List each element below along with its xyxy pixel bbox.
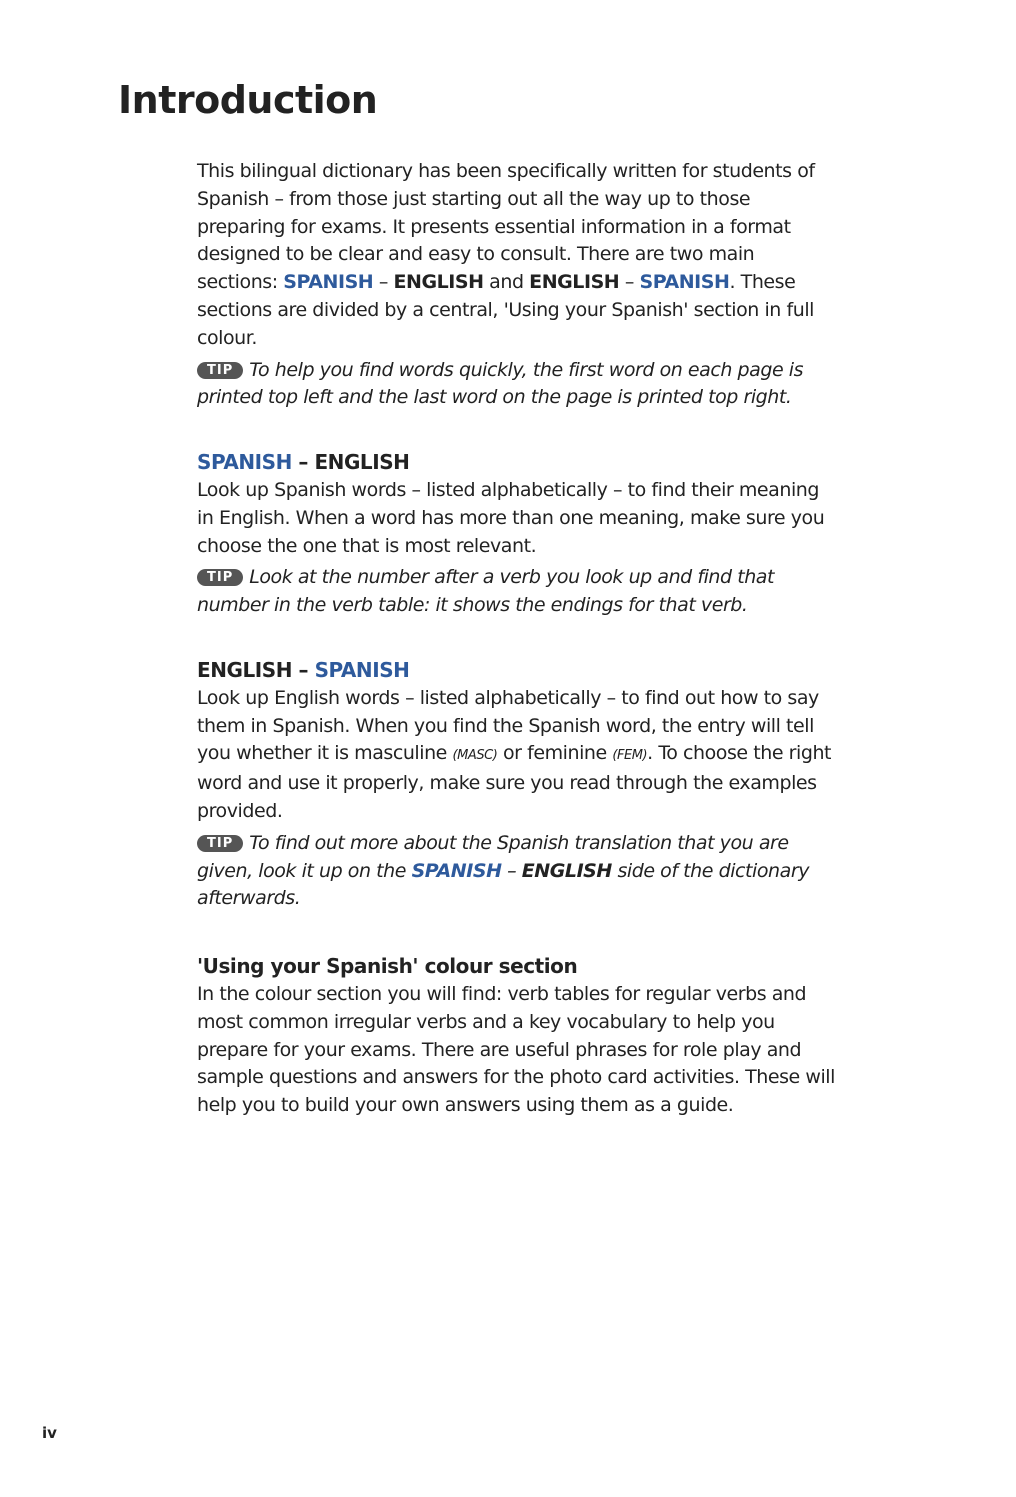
spanish-english-tip xyxy=(197,564,837,620)
english-spanish-body-3: . To choose the right word and use it properly, make sure you read through the examples provided. xyxy=(197,742,832,822)
intro-english-2: ENGLISH xyxy=(529,271,620,294)
english-spanish-tip-text-1: To find out more about the Spanish translation that you are given, look it up on the xyxy=(197,831,789,882)
introduction-content xyxy=(197,158,837,1120)
intro-tip xyxy=(197,357,837,413)
masc-label: (MASC) xyxy=(452,748,498,764)
intro-tip-text: To help you find words quickly, the first word on each page is printed top left and the last word on the page is printed top right. xyxy=(197,358,804,409)
intro-english-1: ENGLISH xyxy=(393,271,484,294)
intro-text-2: . These sections are divided by a central, 'Using your Spanish' section in full colour. xyxy=(197,271,814,349)
tip-badge: TIP xyxy=(197,362,243,379)
page-title: Introduction xyxy=(118,78,378,122)
english-spanish-body xyxy=(197,685,837,826)
fem-label: (FEM) xyxy=(612,748,648,764)
intro-text-1: This bilingual dictionary has been specifically written for students of Spanish – from those just starting out all the way up to those preparing for exams. It presents essential information in a format designed to be clear and easy to consult. There are two main sections: xyxy=(197,160,815,294)
page-number: iv xyxy=(42,1424,57,1442)
spanish-english-tip-text: Look at the number after a verb you look up and find that number in the verb table: it shows the endings for that verb. xyxy=(197,566,775,617)
intro-paragraph xyxy=(197,158,837,353)
tip-dash: – xyxy=(501,859,522,882)
spanish-english-body: Look up Spanish words – listed alphabetically – to find their meaning in English. When a word has more than one meaning, make sure you choose the one that is most relevant. xyxy=(197,478,825,557)
english-spanish-body-2: or feminine xyxy=(497,742,613,765)
intro-dash-2: – xyxy=(619,271,640,294)
spanish-english-heading xyxy=(197,449,837,477)
tip-badge: TIP xyxy=(197,835,243,852)
english-spanish-heading xyxy=(197,657,837,685)
tip-english: ENGLISH xyxy=(521,859,612,882)
heading-spanish: SPANISH xyxy=(197,450,292,475)
english-spanish-tip xyxy=(197,830,837,913)
english-spanish-body-1: Look up English words – listed alphabetically – to find out how to say them in Spanish. When you find the Spanish word, the entry will tell you whether it is masculine xyxy=(197,686,819,765)
english-spanish-tip-text-2: side of the dictionary afterwards. xyxy=(197,859,809,910)
intro-dash-1: – xyxy=(373,271,394,294)
heading-dash: – xyxy=(291,450,315,475)
tip-badge: TIP xyxy=(197,569,243,586)
colour-section-body: In the colour section you will find: verb tables for regular verbs and most common irregular verbs and a key vocabulary to help you prepare for your exams. There are useful phrases for role play and sample questions and answers for the photo card activities. These will help you to build your own answers using them as a guide. xyxy=(197,982,835,1117)
tip-spanish: SPANISH xyxy=(411,859,502,882)
intro-spanish-2: SPANISH xyxy=(639,271,730,294)
heading-spanish: SPANISH xyxy=(314,657,410,682)
heading-dash: – xyxy=(292,657,315,682)
heading-english: ENGLISH xyxy=(197,657,292,682)
intro-spanish-1: SPANISH xyxy=(283,271,374,294)
intro-and: and xyxy=(483,271,530,294)
heading-english: ENGLISH xyxy=(314,450,410,475)
colour-section-heading: 'Using your Spanish' colour section xyxy=(197,954,578,979)
